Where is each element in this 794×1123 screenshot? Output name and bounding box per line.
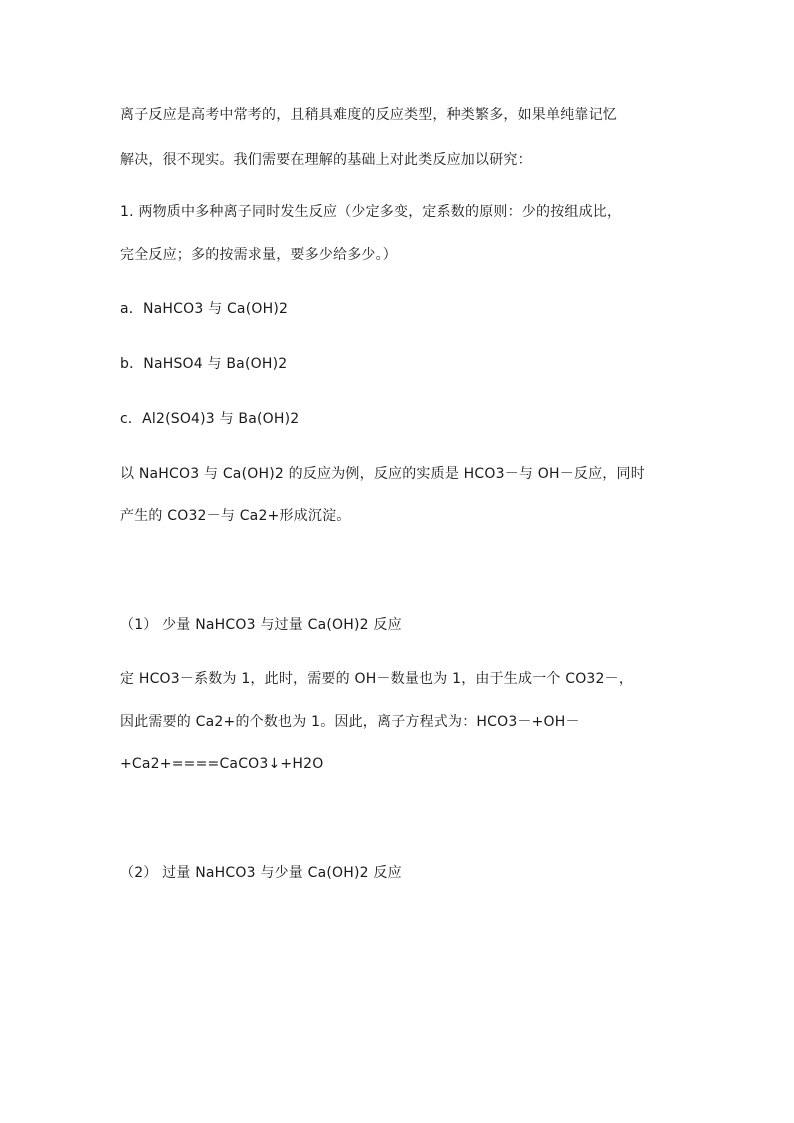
section-1-line-2: 因此需要的 Ca2+的个数也为 1。因此，离子方程式为：HCO3－+OH－ <box>120 714 580 730</box>
explanation-line-2: 产生的 CO32－与 Ca2+形成沉淀。 <box>120 508 351 524</box>
explanation-line-1: 以 NaHCO3 与 Ca(OH)2 的反应为例，反应的实质是 HCO3－与 OH－反应，同时 <box>120 466 645 482</box>
section-1-line-1: 定 HCO3－系数为 1，此时，需要的 OH－数量也为 1，由于生成一个 CO32－， <box>120 671 634 687</box>
example-b: b．NaHSO4 与 Ba(OH)2 <box>120 356 288 372</box>
rule-line-1: 1. 两物质中多种离子同时发生反应（少定多变，定系数的原则：少的按组成比， <box>120 204 622 220</box>
section-1-equation: +Ca2+====CaCO3↓+H2O <box>120 756 324 772</box>
rule-line-2: 完全反应；多的按需求量，要多少给多少。） <box>120 247 397 263</box>
intro-line-2: 解决，很不现实。我们需要在理解的基础上对此类反应加以研究： <box>120 152 532 168</box>
example-c: c．Al2(SO4)3 与 Ba(OH)2 <box>120 411 300 427</box>
section-2-heading: （2） 过量 NaHCO3 与少量 Ca(OH)2 反应 <box>120 865 402 881</box>
example-a: a．NaHCO3 与 Ca(OH)2 <box>120 301 289 317</box>
section-1-heading: （1） 少量 NaHCO3 与过量 Ca(OH)2 反应 <box>120 617 402 633</box>
intro-line-1: 离子反应是高考中常考的，且稍具难度的反应类型，种类繁多，如果单纯靠记忆 <box>120 107 617 123</box>
